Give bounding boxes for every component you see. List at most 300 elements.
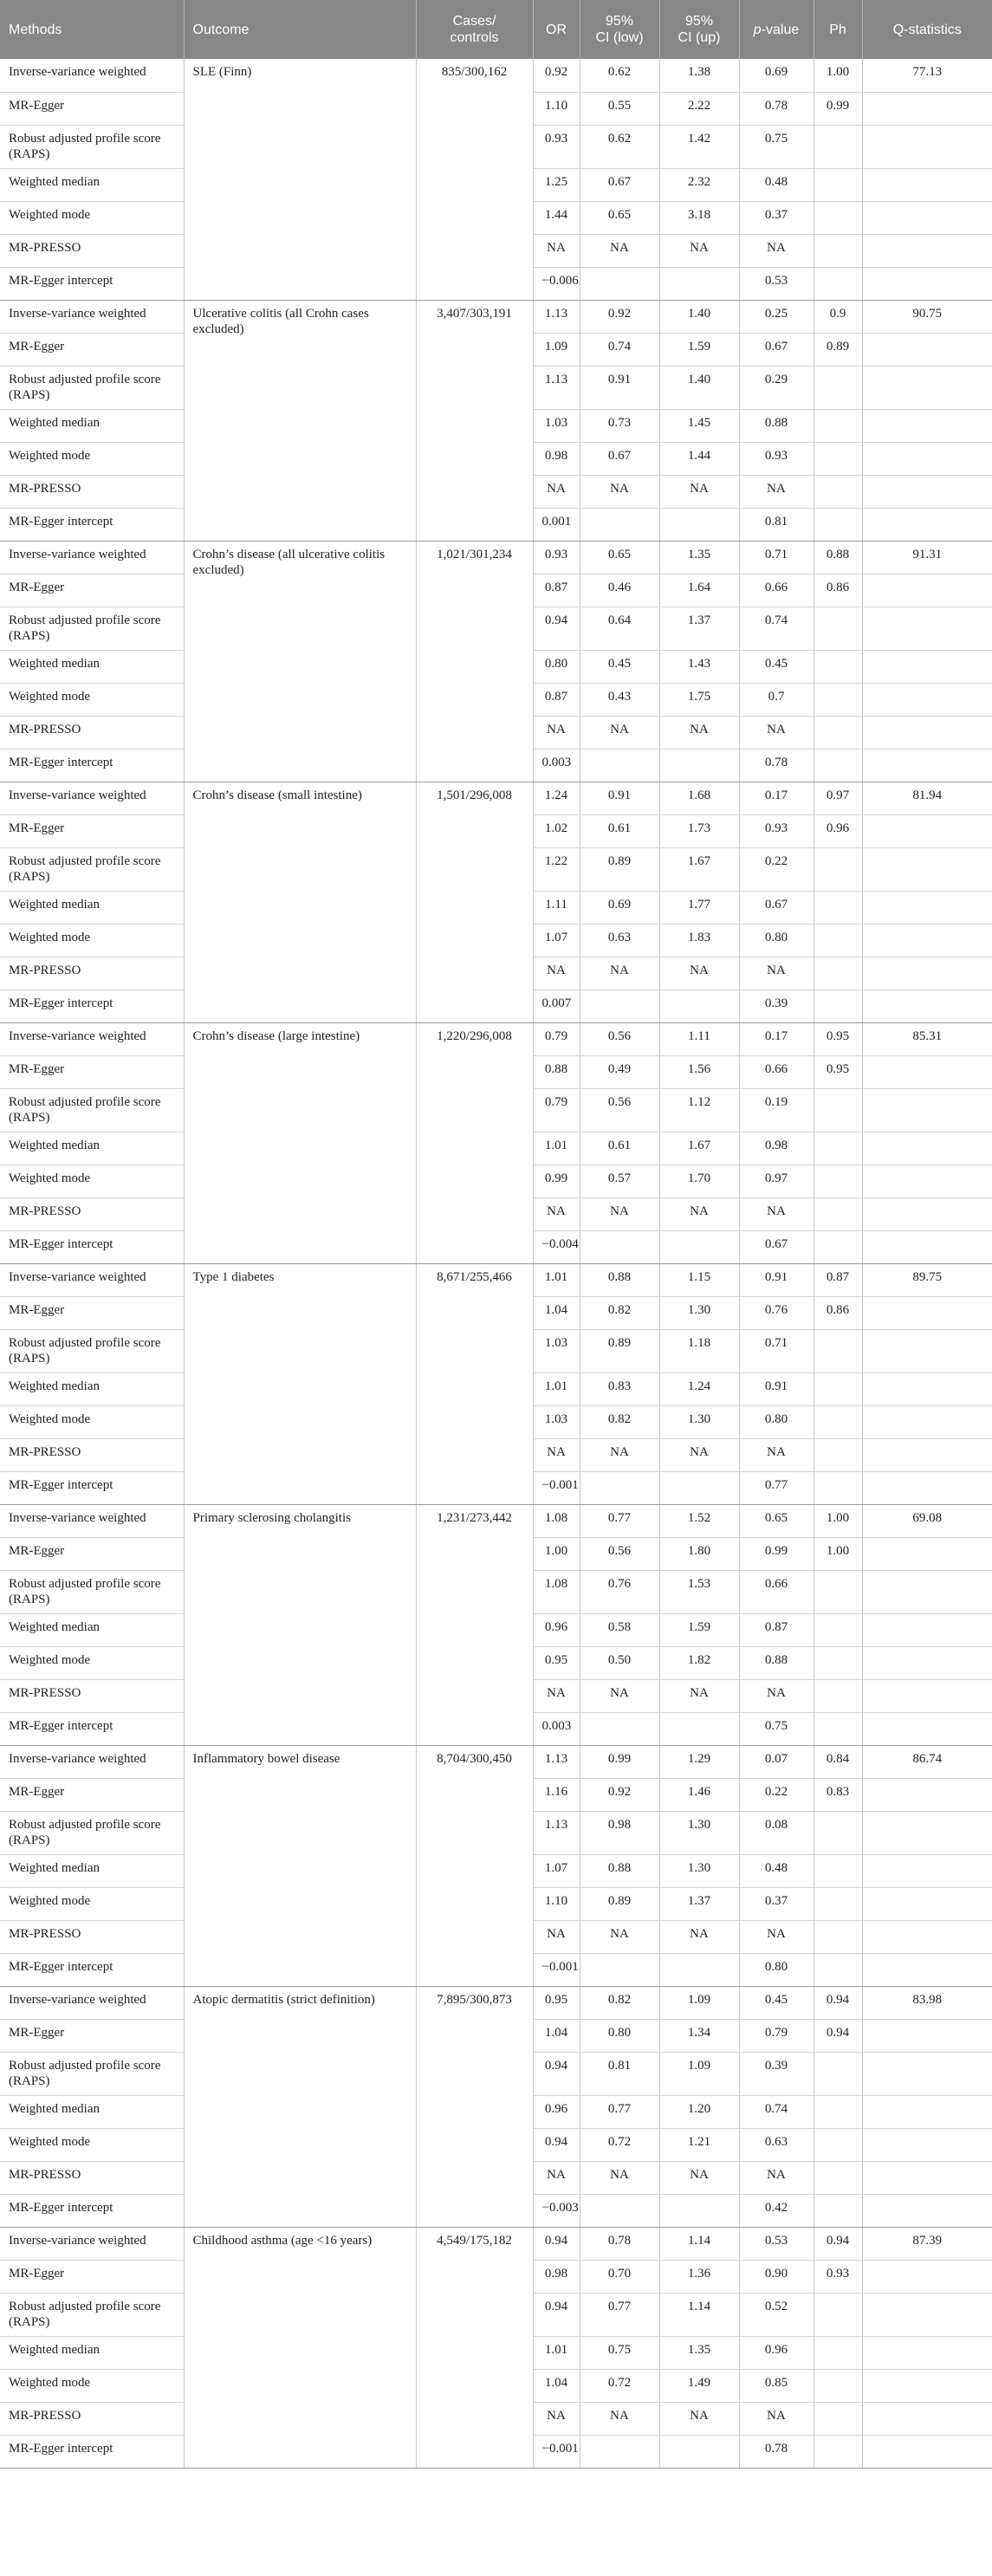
q-statistic-cell	[862, 574, 992, 607]
ci-low-cell: 0.45	[580, 650, 659, 683]
ci-low-cell: 0.77	[580, 1504, 659, 1537]
or-cell: −0.006	[533, 267, 580, 300]
method-cell: Robust adjusted profile score (RAPS)	[0, 366, 184, 409]
ci-up-cell: 3.18	[659, 201, 739, 234]
q-statistic-cell	[862, 2128, 992, 2161]
ph-cell	[814, 847, 862, 891]
method-cell: MR-Egger	[0, 1537, 184, 1570]
q-statistic-cell	[862, 1854, 992, 1887]
method-cell: Inverse-variance weighted	[0, 59, 184, 92]
or-cell: 1.16	[533, 1778, 580, 1811]
ph-cell	[814, 1372, 862, 1405]
ci-up-cell	[659, 1230, 739, 1263]
ph-cell: 0.88	[814, 541, 862, 574]
q-statistic-cell	[862, 2402, 992, 2435]
ci-up-cell: 1.35	[659, 541, 739, 574]
ci-low-cell	[580, 2435, 659, 2468]
header-row	[0, 0, 992, 59]
ci-up-cell: 1.80	[659, 1537, 739, 1570]
p-value-cell: 0.67	[739, 333, 814, 366]
or-cell: 0.79	[533, 1022, 580, 1055]
ci-up-cell: NA	[659, 1679, 739, 1712]
method-cell: MR-PRESSO	[0, 1679, 184, 1712]
or-cell: 0.93	[533, 125, 580, 168]
outcome-cell: Crohn’s disease (all ulcerative colitis excluded)	[184, 541, 416, 782]
ci-up-cell: 1.44	[659, 442, 739, 475]
p-value-cell: 0.97	[739, 1165, 814, 1197]
or-cell: 1.13	[533, 1745, 580, 1778]
p-value-cell: 0.76	[739, 1296, 814, 1329]
q-statistic-cell	[862, 442, 992, 475]
ph-cell: 0.83	[814, 1778, 862, 1811]
ci-low-cell: 0.80	[580, 2019, 659, 2052]
header-ci-up-line2: CI (up)	[678, 30, 721, 45]
ci-low-cell: 0.81	[580, 2052, 659, 2095]
ph-cell	[814, 2128, 862, 2161]
ph-cell	[814, 1405, 862, 1438]
or-cell: 1.03	[533, 409, 580, 442]
ph-cell	[814, 168, 862, 201]
method-cell: MR-PRESSO	[0, 1438, 184, 1471]
method-cell: Weighted median	[0, 1372, 184, 1405]
method-cell: Weighted mode	[0, 1646, 184, 1679]
ci-low-cell: 0.89	[580, 847, 659, 891]
ci-low-cell: NA	[580, 2402, 659, 2435]
method-cell: MR-Egger intercept	[0, 508, 184, 541]
method-cell: Inverse-variance weighted	[0, 782, 184, 814]
method-cell: Weighted mode	[0, 1165, 184, 1197]
ci-up-cell: 1.64	[659, 574, 739, 607]
ph-cell: 1.00	[814, 1537, 862, 1570]
or-cell: 0.003	[533, 1712, 580, 1745]
or-cell: NA	[533, 1438, 580, 1471]
q-statistic-cell: 87.39	[862, 2227, 992, 2260]
p-value-cell: 0.98	[739, 1132, 814, 1165]
ci-up-cell: 1.21	[659, 2128, 739, 2161]
ci-up-cell: NA	[659, 1920, 739, 1953]
p-value-cell: 0.93	[739, 442, 814, 475]
ph-cell	[814, 1712, 862, 1745]
p-value-cell: NA	[739, 1679, 814, 1712]
ph-cell	[814, 1230, 862, 1263]
q-statistic-cell	[862, 683, 992, 716]
q-statistic-cell	[862, 1329, 992, 1372]
q-statistic-cell	[862, 2260, 992, 2293]
ci-up-cell: 1.40	[659, 366, 739, 409]
ci-up-cell: 1.59	[659, 333, 739, 366]
ci-low-cell: 0.82	[580, 1296, 659, 1329]
ci-up-cell: 1.68	[659, 782, 739, 814]
p-value-cell: 0.17	[739, 782, 814, 814]
ci-low-cell: 0.77	[580, 2293, 659, 2336]
header-methods: Methods	[0, 0, 184, 59]
ph-cell	[814, 2369, 862, 2402]
or-cell: 0.94	[533, 2293, 580, 2336]
ph-cell	[814, 2402, 862, 2435]
ph-cell: 1.00	[814, 1504, 862, 1537]
method-cell: MR-PRESSO	[0, 475, 184, 508]
or-cell: 1.10	[533, 92, 580, 125]
q-statistic-cell	[862, 1778, 992, 1811]
p-value-cell: 0.91	[739, 1372, 814, 1405]
table-row	[0, 2227, 992, 2260]
method-cell: MR-PRESSO	[0, 2402, 184, 2435]
or-cell: 1.01	[533, 1132, 580, 1165]
p-value-cell: 0.45	[739, 1986, 814, 2019]
ci-low-cell: 0.99	[580, 1745, 659, 1778]
ci-low-cell: 0.67	[580, 442, 659, 475]
ci-up-cell: 1.67	[659, 1132, 739, 1165]
ci-low-cell: 0.91	[580, 782, 659, 814]
ci-low-cell: 0.76	[580, 1570, 659, 1613]
or-cell: NA	[533, 234, 580, 267]
q-statistic-cell	[862, 1088, 992, 1132]
ci-up-cell: NA	[659, 1438, 739, 1471]
p-value-cell: 0.78	[739, 749, 814, 782]
ci-low-cell: 0.61	[580, 1132, 659, 1165]
ci-low-cell: NA	[580, 1438, 659, 1471]
method-cell: Robust adjusted profile score (RAPS)	[0, 2293, 184, 2336]
ci-up-cell: 1.36	[659, 2260, 739, 2293]
q-statistic-cell	[862, 1613, 992, 1646]
cases-controls-cell: 1,501/296,008	[416, 782, 533, 1022]
p-value-cell: 0.67	[739, 1230, 814, 1263]
q-statistic-cell	[862, 847, 992, 891]
ci-low-cell: 0.64	[580, 607, 659, 650]
ci-up-cell: 1.14	[659, 2293, 739, 2336]
ci-up-cell: 1.29	[659, 1745, 739, 1778]
method-cell: Weighted median	[0, 409, 184, 442]
ph-cell: 0.86	[814, 1296, 862, 1329]
ci-low-cell: NA	[580, 2161, 659, 2194]
ci-low-cell: 0.57	[580, 1165, 659, 1197]
ci-low-cell: NA	[580, 1197, 659, 1230]
ph-cell	[814, 1887, 862, 1920]
q-statistic-cell	[862, 1372, 992, 1405]
p-value-cell: 0.22	[739, 1778, 814, 1811]
p-value-cell: 0.53	[739, 2227, 814, 2260]
ci-up-cell: 1.18	[659, 1329, 739, 1372]
method-cell: MR-Egger intercept	[0, 1712, 184, 1745]
ci-low-cell: 0.70	[580, 2260, 659, 2293]
method-cell: Inverse-variance weighted	[0, 1022, 184, 1055]
or-cell: −0.001	[533, 2435, 580, 2468]
header-cases-line2: controls	[450, 30, 499, 45]
q-statistic-cell	[862, 1679, 992, 1712]
or-cell: NA	[533, 2402, 580, 2435]
ci-up-cell: 1.56	[659, 1055, 739, 1088]
or-cell: −0.001	[533, 1953, 580, 1986]
p-value-cell: 0.75	[739, 1712, 814, 1745]
method-cell: Weighted median	[0, 2336, 184, 2369]
outcome-cell: Crohn’s disease (large intestine)	[184, 1022, 416, 1263]
p-value-cell: 0.07	[739, 1745, 814, 1778]
q-statistic-cell: 89.75	[862, 1263, 992, 1296]
method-cell: Weighted mode	[0, 1887, 184, 1920]
ph-cell	[814, 2095, 862, 2128]
ph-cell	[814, 1471, 862, 1504]
method-cell: Weighted median	[0, 1854, 184, 1887]
ph-cell	[814, 2435, 862, 2468]
ci-up-cell	[659, 2194, 739, 2227]
p-value-cell: 0.69	[739, 59, 814, 92]
cases-controls-cell: 8,704/300,450	[416, 1745, 533, 1986]
table-row	[0, 300, 992, 333]
ci-low-cell: NA	[580, 1679, 659, 1712]
method-cell: MR-Egger	[0, 2260, 184, 2293]
ci-low-cell: 0.58	[580, 1613, 659, 1646]
p-value-cell: 0.7	[739, 683, 814, 716]
q-statistic-cell	[862, 990, 992, 1022]
p-value-cell: 0.42	[739, 2194, 814, 2227]
method-cell: MR-Egger	[0, 92, 184, 125]
ci-low-cell: 0.65	[580, 201, 659, 234]
header-p-italic: p	[753, 22, 762, 37]
ph-cell	[814, 2052, 862, 2095]
ci-low-cell: 0.55	[580, 92, 659, 125]
or-cell: 1.13	[533, 366, 580, 409]
method-cell: Robust adjusted profile score (RAPS)	[0, 607, 184, 650]
q-statistic-cell: 83.98	[862, 1986, 992, 2019]
ph-cell	[814, 1197, 862, 1230]
q-statistic-cell	[862, 716, 992, 749]
or-cell: 1.44	[533, 201, 580, 234]
table-row	[0, 59, 992, 92]
ph-cell	[814, 1132, 862, 1165]
cases-controls-cell: 7,895/300,873	[416, 1986, 533, 2227]
ci-low-cell: 0.49	[580, 1055, 659, 1088]
or-cell: 0.003	[533, 749, 580, 782]
p-value-cell: 0.17	[739, 1022, 814, 1055]
ph-cell	[814, 957, 862, 990]
ci-up-cell	[659, 1953, 739, 1986]
or-cell: −0.004	[533, 1230, 580, 1263]
table-body	[0, 59, 992, 2468]
method-cell: MR-Egger	[0, 574, 184, 607]
ci-low-cell: 0.88	[580, 1263, 659, 1296]
p-value-cell: 0.66	[739, 574, 814, 607]
ph-cell	[814, 1088, 862, 1132]
or-cell: 1.00	[533, 1537, 580, 1570]
or-cell: 1.10	[533, 1887, 580, 1920]
or-cell: 1.02	[533, 814, 580, 847]
header-ci-up-line1: 95%	[684, 14, 714, 29]
ci-low-cell: 0.69	[580, 891, 659, 924]
q-statistic-cell	[862, 168, 992, 201]
p-value-cell: NA	[739, 716, 814, 749]
cases-controls-cell: 1,220/296,008	[416, 1022, 533, 1263]
ph-cell	[814, 1438, 862, 1471]
outcome-cell: Crohn’s disease (small intestine)	[184, 782, 416, 1022]
q-statistic-cell	[862, 2019, 992, 2052]
p-value-cell: 0.39	[739, 2052, 814, 2095]
table-row	[0, 1504, 992, 1537]
q-statistic-cell	[862, 814, 992, 847]
ph-cell	[814, 2293, 862, 2336]
ci-low-cell: 0.83	[580, 1372, 659, 1405]
q-statistic-cell	[862, 2293, 992, 2336]
or-cell: 1.07	[533, 924, 580, 957]
or-cell: 0.001	[533, 508, 580, 541]
or-cell: 0.007	[533, 990, 580, 1022]
method-cell: Weighted median	[0, 2095, 184, 2128]
method-cell: MR-Egger intercept	[0, 2435, 184, 2468]
q-statistic-cell	[862, 1920, 992, 1953]
or-cell: 0.79	[533, 1088, 580, 1132]
ci-up-cell: NA	[659, 475, 739, 508]
or-cell: 1.04	[533, 2019, 580, 2052]
p-value-cell: 0.80	[739, 1405, 814, 1438]
q-statistic-cell	[862, 333, 992, 366]
ph-cell	[814, 234, 862, 267]
outcome-cell: Ulcerative colitis (all Crohn cases excluded)	[184, 300, 416, 541]
ph-cell	[814, 1329, 862, 1372]
ci-low-cell	[580, 508, 659, 541]
p-value-cell: NA	[739, 957, 814, 990]
q-statistic-cell: 69.08	[862, 1504, 992, 1537]
ph-cell	[814, 1811, 862, 1854]
ph-cell	[814, 990, 862, 1022]
ci-low-cell: 0.63	[580, 924, 659, 957]
cases-controls-cell: 1,231/273,442	[416, 1504, 533, 1745]
p-value-cell: 0.99	[739, 1537, 814, 1570]
method-cell: Weighted mode	[0, 442, 184, 475]
ci-up-cell: 1.12	[659, 1088, 739, 1132]
ph-cell	[814, 924, 862, 957]
ci-up-cell: 1.77	[659, 891, 739, 924]
ph-cell	[814, 1920, 862, 1953]
or-cell: 1.01	[533, 2336, 580, 2369]
or-cell: NA	[533, 957, 580, 990]
ph-cell	[814, 442, 862, 475]
q-statistic-cell	[862, 2369, 992, 2402]
table-row	[0, 1986, 992, 2019]
q-statistic-cell	[862, 1537, 992, 1570]
p-value-cell: NA	[739, 1438, 814, 1471]
method-cell: Robust adjusted profile score (RAPS)	[0, 1088, 184, 1132]
method-cell: MR-Egger intercept	[0, 749, 184, 782]
ph-cell	[814, 1953, 862, 1986]
ph-cell	[814, 1854, 862, 1887]
ci-up-cell: 1.30	[659, 1854, 739, 1887]
p-value-cell: 0.19	[739, 1088, 814, 1132]
method-cell: Inverse-variance weighted	[0, 541, 184, 574]
or-cell: 1.03	[533, 1405, 580, 1438]
ci-low-cell: 0.82	[580, 1405, 659, 1438]
q-statistic-cell	[862, 1055, 992, 1088]
method-cell: MR-Egger	[0, 2019, 184, 2052]
cases-controls-cell: 8,671/255,466	[416, 1263, 533, 1504]
or-cell: 1.22	[533, 847, 580, 891]
ci-up-cell: 1.35	[659, 2336, 739, 2369]
q-statistic-cell: 91.31	[862, 541, 992, 574]
p-value-cell: 0.65	[739, 1504, 814, 1537]
q-statistic-cell	[862, 1570, 992, 1613]
q-statistic-cell	[862, 650, 992, 683]
header-outcome: Outcome	[184, 0, 416, 59]
ci-up-cell: 1.83	[659, 924, 739, 957]
p-value-cell: 0.90	[739, 2260, 814, 2293]
ph-cell	[814, 125, 862, 168]
method-cell: MR-PRESSO	[0, 1197, 184, 1230]
or-cell: 1.04	[533, 2369, 580, 2402]
ci-low-cell: NA	[580, 957, 659, 990]
p-value-cell: 0.80	[739, 924, 814, 957]
q-statistic-cell: 77.13	[862, 59, 992, 92]
ci-up-cell: 1.67	[659, 847, 739, 891]
p-value-cell: NA	[739, 234, 814, 267]
ci-low-cell: 0.62	[580, 125, 659, 168]
method-cell: Weighted mode	[0, 2369, 184, 2402]
method-cell: Inverse-variance weighted	[0, 1986, 184, 2019]
p-value-cell: 0.71	[739, 1329, 814, 1372]
q-statistic-cell	[862, 366, 992, 409]
ph-cell: 0.84	[814, 1745, 862, 1778]
q-statistic-cell	[862, 267, 992, 300]
ci-low-cell: 0.67	[580, 168, 659, 201]
ci-up-cell: NA	[659, 2402, 739, 2435]
ph-cell: 0.89	[814, 333, 862, 366]
or-cell: 0.98	[533, 442, 580, 475]
or-cell: −0.001	[533, 1471, 580, 1504]
p-value-cell: 0.29	[739, 366, 814, 409]
q-statistic-cell: 81.94	[862, 782, 992, 814]
or-cell: 1.09	[533, 333, 580, 366]
method-cell: MR-PRESSO	[0, 957, 184, 990]
method-cell: Robust adjusted profile score (RAPS)	[0, 1329, 184, 1372]
header-ci-low-line1: 95%	[605, 14, 634, 29]
p-value-cell: 0.77	[739, 1471, 814, 1504]
ci-up-cell	[659, 1471, 739, 1504]
ph-cell: 0.94	[814, 1986, 862, 2019]
q-statistic-cell	[862, 409, 992, 442]
or-cell: 0.99	[533, 1165, 580, 1197]
q-statistic-cell	[862, 1165, 992, 1197]
q-statistic-cell	[862, 957, 992, 990]
outcome-cell: Primary sclerosing cholangitis	[184, 1504, 416, 1745]
or-cell: 0.96	[533, 2095, 580, 2128]
ci-up-cell: 1.09	[659, 1986, 739, 2019]
p-value-cell: NA	[739, 2402, 814, 2435]
ci-low-cell: NA	[580, 234, 659, 267]
p-value-cell: 0.79	[739, 2019, 814, 2052]
method-cell: MR-Egger intercept	[0, 1471, 184, 1504]
or-cell: 1.08	[533, 1504, 580, 1537]
or-cell: NA	[533, 1920, 580, 1953]
q-statistic-cell	[862, 749, 992, 782]
q-statistic-cell	[862, 924, 992, 957]
ci-up-cell	[659, 2435, 739, 2468]
table-row	[0, 1022, 992, 1055]
or-cell: 1.01	[533, 1263, 580, 1296]
method-cell: Weighted median	[0, 1613, 184, 1646]
method-cell: Inverse-variance weighted	[0, 1263, 184, 1296]
p-value-cell: 0.25	[739, 300, 814, 333]
or-cell: 0.98	[533, 2260, 580, 2293]
q-statistic-cell	[862, 1953, 992, 1986]
ci-up-cell: 1.53	[659, 1570, 739, 1613]
ph-cell	[814, 2194, 862, 2227]
method-cell: Robust adjusted profile score (RAPS)	[0, 125, 184, 168]
q-statistic-cell	[862, 475, 992, 508]
ci-up-cell: NA	[659, 234, 739, 267]
ci-up-cell: 1.75	[659, 683, 739, 716]
cases-controls-cell: 3,407/303,191	[416, 300, 533, 541]
ci-up-cell: 2.32	[659, 168, 739, 201]
ci-up-cell: 1.73	[659, 814, 739, 847]
ph-cell	[814, 891, 862, 924]
ci-low-cell: 0.61	[580, 814, 659, 847]
